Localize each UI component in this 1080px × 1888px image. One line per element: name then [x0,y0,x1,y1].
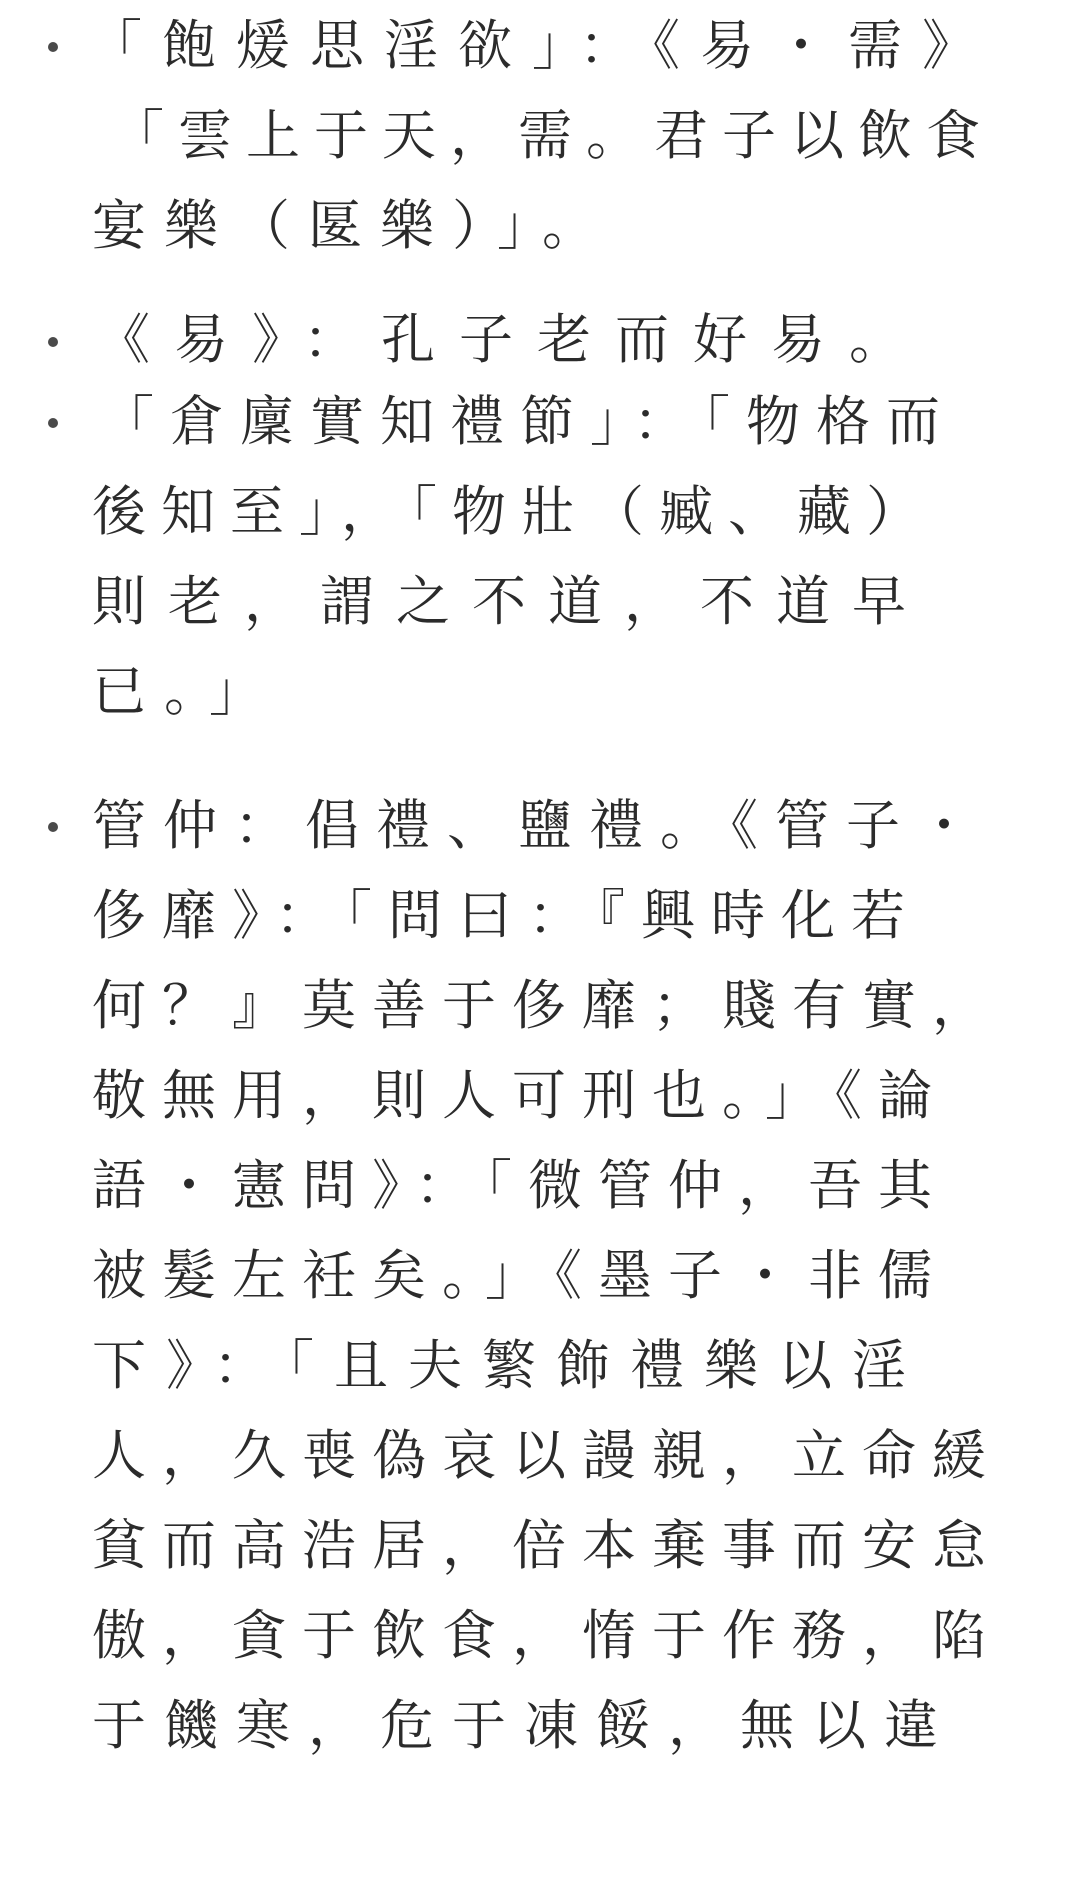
text-line: 已。」 [92,660,281,723]
text-line: 語・憲問》：「微管仲，吾其 [92,1154,948,1217]
text-line: 傲，貪于飲食，惰于作務，陷 [92,1604,1002,1667]
text-line: 下》：「且夫繁飾禮樂以淫 [92,1334,926,1397]
text-line: 被髮左衽矣。」《墨子・非儒 [92,1244,948,1307]
text-line: 《易》：孔子老而好易。 [96,308,927,371]
text-line: 宴樂（匽樂）」。 [92,194,614,257]
text-line: 貧而高浩居，倍本棄事而安怠 [92,1514,1002,1577]
text-line: 後知至」，「物壯（臧、藏） [92,480,935,543]
text-line: 敬無用，則人可刑也。」《論 [92,1064,948,1127]
text-line: 侈靡》：「問曰：『興時化若 [92,884,921,947]
text-line: 則老，謂之不道，不道早 [92,570,928,633]
bullet-icon [48,337,58,347]
text-line: 于饑寒，危于凍餒，無以違 [92,1694,956,1757]
bullet-icon [48,822,58,832]
bullet-icon [48,418,58,428]
text-line: 管仲：倡禮、鹽禮。《管子・ [92,794,988,857]
text-line: 「倉廩實知禮節」：「物格而 [100,390,956,453]
text-line: 何？』莫善于侈靡；賤有實， [92,974,1002,1037]
text-line: 「飽煖思淫欲」：《易・需》 [88,14,996,77]
text-line: 人，久喪偽哀以謾親，立命緩 [92,1424,1002,1487]
text-line: 「雲上于天，需。君子以飲食 [110,104,994,167]
bullet-icon [48,42,58,52]
